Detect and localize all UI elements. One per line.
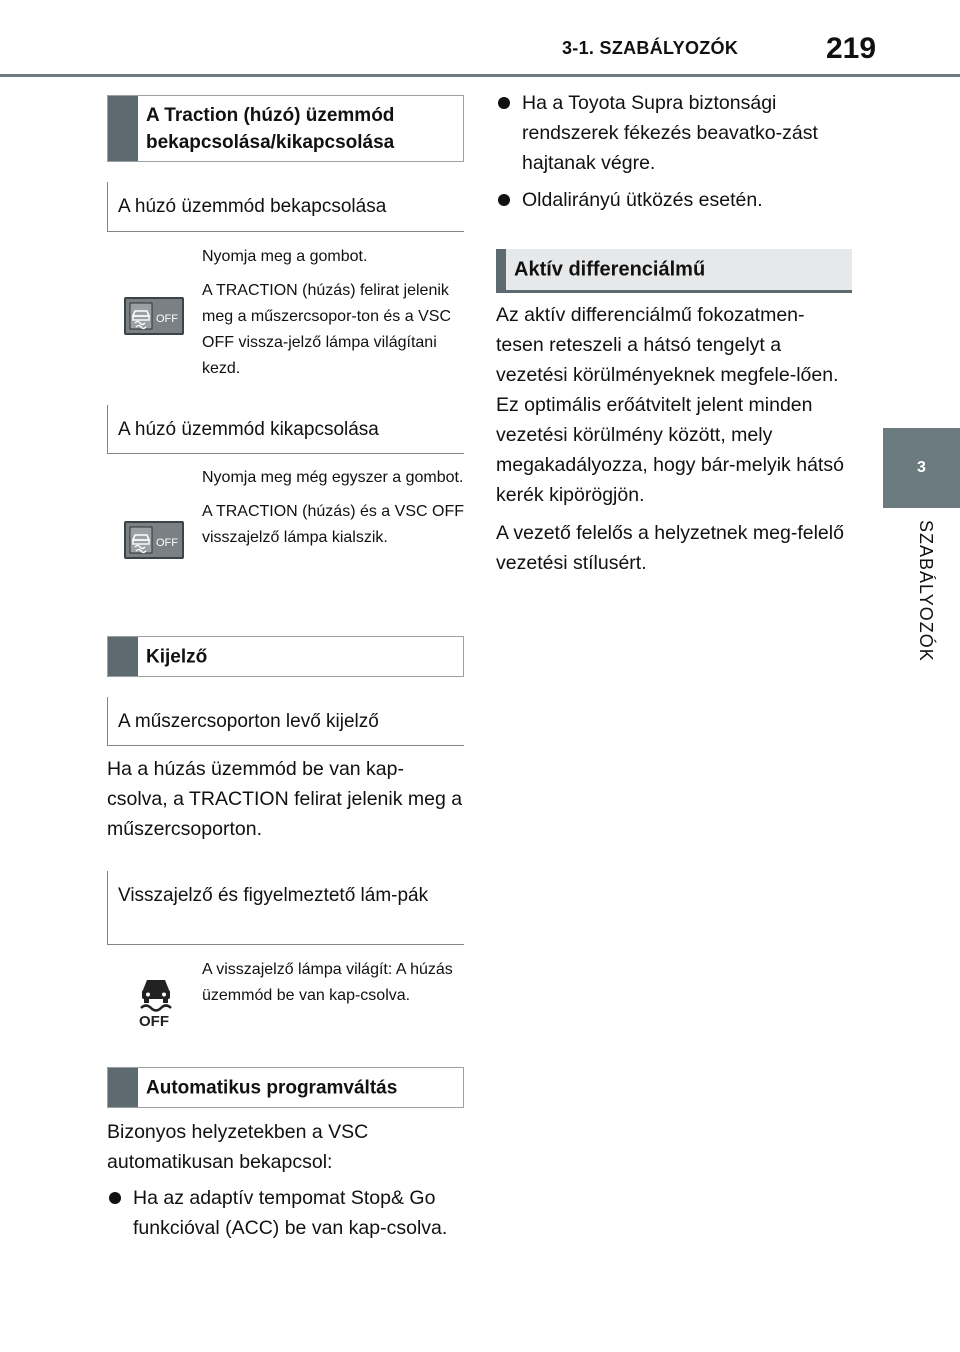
bullet-dot	[498, 194, 510, 206]
section-heading-active-diff	[496, 249, 852, 293]
bullet-item-safety-brake	[496, 88, 852, 178]
subheading-traction-on: A húzó üzemmód bekapcsolása	[107, 182, 464, 232]
section-heading-traction	[107, 95, 464, 162]
lamp-icon-label: OFF	[139, 1013, 169, 1028]
bullet-item-side-impact	[496, 185, 852, 215]
description-traction-on	[202, 244, 464, 390]
section-heading-text: Automatikus programváltás	[146, 1077, 398, 1098]
section-heading-text: Kijelző	[146, 646, 208, 667]
subheading-indicator-lamps: Visszajelző és figyelmeztető lám-pák	[107, 871, 464, 945]
body-traction-display: Ha a húzás üzemmód be van kap-csolva, a TRACTION felirat jelenik meg a műszercsoporton.	[107, 758, 463, 840]
heading-bar	[108, 637, 138, 676]
description-traction-off	[202, 465, 464, 559]
button-icon-label: OFF	[156, 537, 178, 549]
section-heading-auto-switch	[107, 1067, 464, 1108]
chapter-tab: 3	[883, 428, 960, 508]
vsc-off-button-icon	[124, 521, 184, 559]
desc-line: Nyomja meg a gombot.	[202, 248, 368, 265]
bullet-dot	[109, 1192, 121, 1204]
body-paragraph: Az aktív differenciálmű fokozatmen-tesen reteszeli a hátsó tengelyt a vezetési körülményeknek megfele-lően. Ez optimális erőátvitelt jelent minden vezetési körülmény között, mely megakadályozza, hogy bár-melyik hátsó kerék kipörögjön.	[496, 304, 844, 506]
heading-bar	[108, 1068, 138, 1107]
page-number: 219	[826, 32, 877, 65]
body-active-diff	[496, 300, 852, 586]
header-rule	[0, 74, 960, 77]
section-heading-text: Aktív differenciálmű	[514, 258, 706, 280]
bullet-dot	[498, 97, 510, 109]
body-auto-switch: Bizonyos helyzetekben a VSC automatikusan bekapcsol:	[107, 1121, 369, 1173]
vsc-off-button-icon	[124, 297, 184, 335]
body-paragraph: A vezető felelős a helyzetnek meg-felelő vezetési stílusért.	[496, 522, 844, 574]
description-indicator-lamp: A visszajelző lámpa világít: A húzás üzemmód be van kap-csolva.	[202, 961, 453, 1004]
bullet-item-acc	[107, 1183, 464, 1243]
chapter-side-label: SZABÁLYOZÓK	[916, 520, 936, 662]
bullet-text: Oldalirányú ütközés esetén.	[522, 189, 763, 211]
desc-line: Nyomja meg még egyszer a gombot.	[202, 469, 464, 486]
subheading-cluster-display: A műszercsoporton levő kijelző	[107, 697, 464, 746]
section-heading-text: A Traction (húzó) üzemmód bekapcsolása/kikapcsolása	[146, 104, 395, 153]
desc-line: A TRACTION (húzás) felirat jelenik meg a műszercsopor-ton és a VSC OFF vissza-jelző lámpa világítani kezd.	[202, 282, 451, 377]
button-icon-label: OFF	[156, 313, 178, 325]
heading-bar	[108, 96, 138, 161]
running-header: 3-1. SZABÁLYOZÓK	[562, 38, 739, 58]
desc-line: A TRACTION (húzás) és a VSC OFF visszajelző lámpa kialszik.	[202, 503, 464, 546]
bullet-text: Ha a Toyota Supra biztonsági rendszerek fékezés beavatko-zást hajtanak végre.	[522, 92, 818, 174]
section-heading-display	[107, 636, 464, 677]
heading-bar	[496, 249, 506, 290]
vsc-off-warning-lamp-icon	[136, 976, 176, 1033]
bullet-text: Ha az adaptív tempomat Stop& Go funkcióval (ACC) be van kap-csolva.	[133, 1187, 448, 1239]
subheading-traction-off: A húzó üzemmód kikapcsolása	[107, 405, 464, 454]
